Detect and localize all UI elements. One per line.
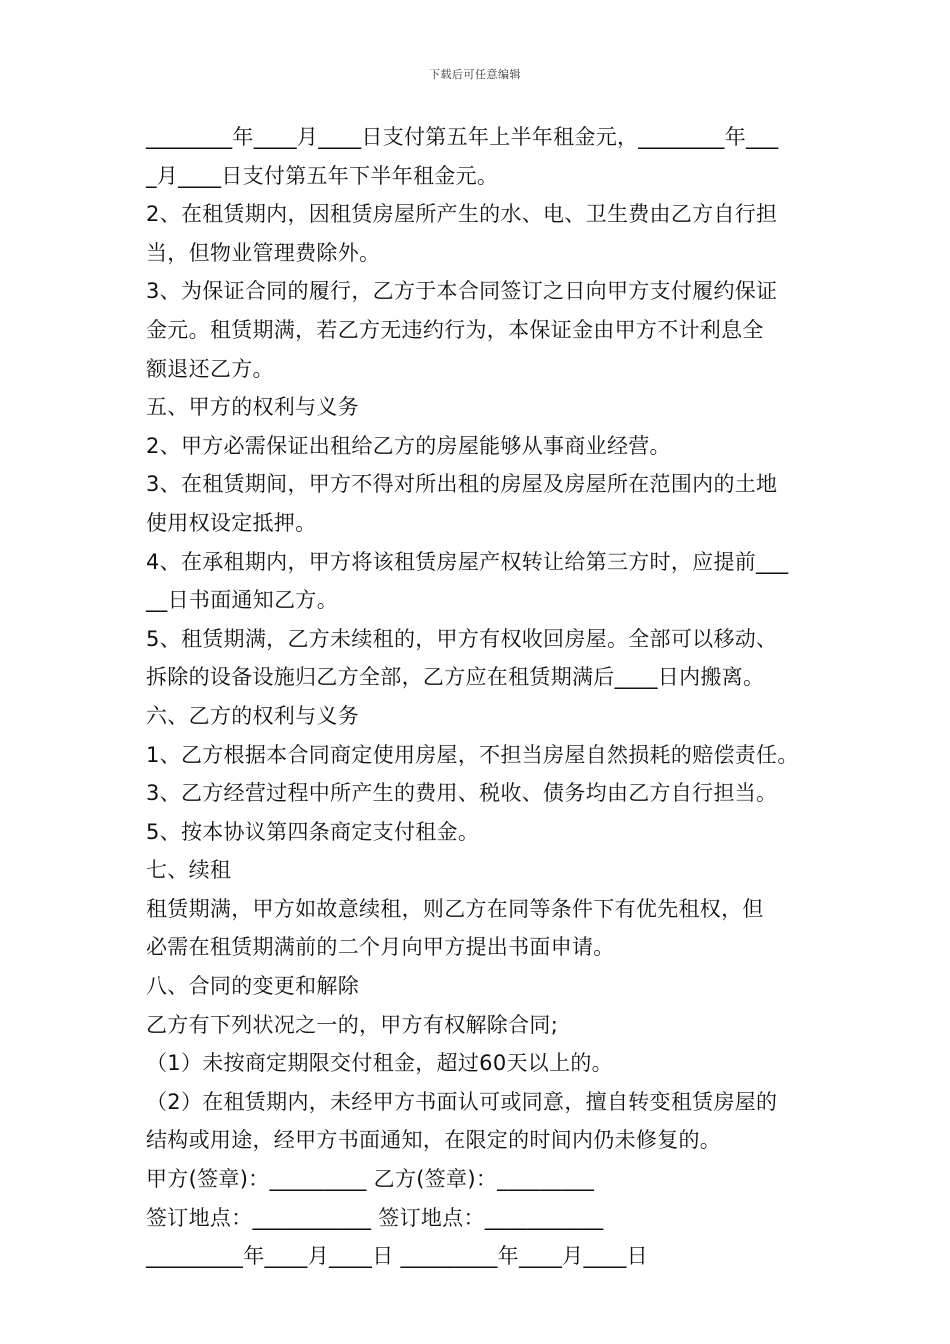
text-line: 4、在承租期内，甲方将该租赁房屋产权转让给第三方时，应提前___ [146, 549, 789, 574]
text-line: 5、租赁期满，乙方未续租的，甲方有权收回房屋。全部可以移动、 [146, 626, 778, 651]
text-line: 额退还乙方。 [146, 356, 274, 381]
text-line: 金元。租赁期满，若乙方无违约行为，本保证金由甲方不计利息全 [146, 317, 764, 342]
text-line: 必需在租赁期满前的二个月向甲方提出书面申请。 [146, 935, 615, 960]
section-heading: 八、合同的变更和解除 [146, 974, 359, 999]
text-line: 3、为保证合同的履行，乙方于本合同签订之日向甲方支付履约保证 [146, 279, 778, 304]
header-note: 下载后可任意编辑 [429, 68, 521, 81]
document-body [146, 118, 826, 1276]
text-line: 3、乙方经营过程中所产生的费用、税收、债务均由乙方自行担当。 [146, 781, 778, 806]
text-line: 5、按本协议第四条商定支付租金。 [146, 819, 480, 844]
section-heading: 七、续租 [146, 858, 232, 883]
text-line: ________年____月____日支付第五年上半年租金元，________年___ [146, 125, 779, 149]
signing-place-line: 签订地点：___________ 签订地点：___________ [146, 1205, 604, 1230]
text-line: 当，但物业管理费除外。 [146, 240, 381, 265]
signature-line: 甲方(签章)：_________ 乙方(签章)：_________ [146, 1167, 595, 1192]
text-line: 结构或用途，经甲方书面通知，在限定的时间内仍未修复的。 [146, 1128, 722, 1153]
text-line: 拆除的设备设施归乙方全部，乙方应在租赁期满后____日内搬离。 [146, 665, 765, 690]
text-line: 使用权设定抵押。 [146, 510, 317, 535]
text-line: 租赁期满，甲方如故意续租，则乙方在同等条件下有优先租权，但 [146, 896, 764, 921]
text-line: （2）在租赁期内，未经甲方书面认可或同意，擅自转变租赁房屋的 [146, 1089, 778, 1114]
date-line: _________年____月____日 _________年____月____日 [146, 1244, 648, 1269]
text-line: 2、在租赁期内，因租赁房屋所产生的水、电、卫生费由乙方自行担 [146, 202, 778, 227]
section-heading: 六、乙方的权利与义务 [146, 703, 359, 728]
text-line: 1、乙方根据本合同商定使用房屋，不担当房屋自然损耗的赔偿责任。 [146, 742, 799, 767]
section-heading: 五、甲方的权利与义务 [146, 395, 359, 420]
text-line: 乙方有下列状况之一的，甲方有权解除合同; [146, 1012, 559, 1037]
text-line: __日书面通知乙方。 [146, 588, 338, 613]
text-line: _月____日支付第五年下半年租金元。 [146, 163, 499, 188]
text-line: 3、在租赁期间，甲方不得对所出租的房屋及房屋所在范围内的土地 [146, 472, 778, 497]
text-line: （1）未按商定期限交付租金，超过60天以上的。 [146, 1051, 613, 1076]
text-line: 2、甲方必需保证出租给乙方的房屋能够从事商业经营。 [146, 433, 671, 458]
